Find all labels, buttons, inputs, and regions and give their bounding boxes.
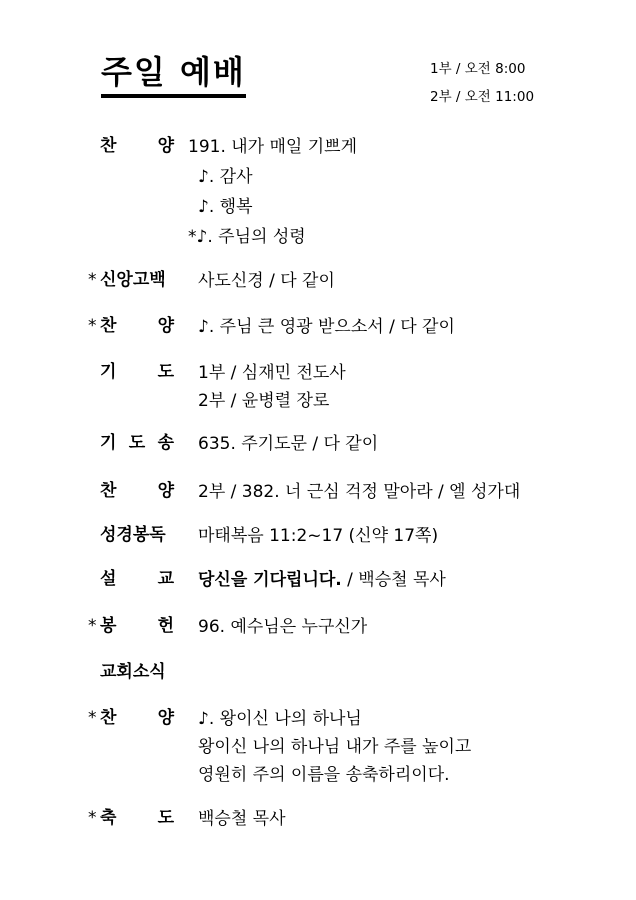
order-item-label-text: 성경봉독	[100, 525, 166, 545]
label-char: 축	[100, 808, 117, 828]
label-char: 헌	[157, 616, 174, 636]
label-char: 도	[157, 362, 174, 382]
label-char: 봉	[100, 616, 117, 636]
order-item-label-text	[100, 705, 174, 731]
order-item-content	[198, 805, 286, 833]
order-item-content	[198, 267, 335, 295]
order-item-content	[198, 613, 367, 641]
label-char: 양	[157, 316, 174, 336]
order-item-content	[198, 430, 378, 458]
label-char: 기	[100, 433, 117, 453]
order-item-label-text	[100, 805, 174, 831]
page-title: 주일 예배	[101, 52, 246, 98]
order-item-content	[198, 705, 471, 789]
content-line: ♪. 주님 큰 영광 받으소서 / 다 같이	[198, 317, 455, 337]
order-item-label-text	[100, 133, 174, 159]
content-line: 마태복음 11:2~17 (신약 17쪽)	[198, 526, 439, 546]
content-line: 영원히 주의 이름을 송축하리이다.	[198, 765, 450, 785]
order-item-label-text	[100, 430, 174, 456]
order-item-label-text: 교회소식	[100, 662, 166, 682]
label-char: 찬	[100, 316, 117, 336]
preacher: / 백승철 목사	[341, 570, 446, 590]
content-line: ♪. 행복	[198, 197, 253, 217]
order-item-content	[188, 133, 367, 251]
standing-mark: *	[88, 808, 97, 828]
content-line: ♪. 감사	[198, 167, 253, 187]
service-time-2: 2부 / 오전 11:00	[430, 89, 535, 105]
content-line: 왕이신 나의 하나님 내가 주를 높이고	[198, 737, 472, 757]
content-line: 191. 내가 매일 기쁘게	[188, 137, 358, 157]
order-item-content	[198, 313, 455, 341]
order-item-label-text	[100, 359, 174, 385]
standing-mark: *	[88, 316, 97, 336]
sermon-title: 당신을 기다립니다.	[198, 570, 342, 590]
label-char: 찬	[100, 136, 117, 156]
label-char: 교	[157, 569, 174, 589]
order-item-label-text	[100, 313, 174, 339]
service-time-1: 1부 / 오전 8:00	[430, 61, 526, 77]
label-char: 양	[157, 136, 174, 156]
content-line: 백승철 목사	[198, 809, 286, 829]
label-char: 송	[157, 433, 174, 453]
content-line: 2부 / 윤병렬 장로	[198, 391, 330, 411]
order-item-label-text	[100, 566, 174, 592]
content-line	[198, 566, 446, 594]
label-char: 설	[100, 569, 117, 589]
label-char: 도	[128, 433, 146, 453]
order-item-label-text: 신앙고백	[100, 270, 166, 290]
label-char: 양	[157, 708, 174, 728]
order-item-label-text	[100, 478, 174, 504]
content-line: 사도신경 / 다 같이	[198, 271, 335, 291]
label-char: 도	[157, 808, 174, 828]
label-char: 기	[100, 362, 117, 382]
order-item-content	[198, 522, 438, 550]
standing-mark: *	[88, 616, 97, 636]
order-item-content	[198, 566, 446, 594]
label-char: 찬	[100, 708, 117, 728]
content-line: *♪. 주님의 성령	[188, 227, 306, 247]
standing-mark: *	[88, 708, 97, 728]
content-line: 2부 / 382. 너 근심 걱정 말아라 / 엘 성가대	[198, 482, 521, 502]
content-line: 635. 주기도문 / 다 같이	[198, 434, 379, 454]
service-times	[430, 55, 534, 111]
label-char: 찬	[100, 481, 117, 501]
content-line: ♪. 왕이신 나의 하나님	[198, 709, 362, 729]
content-line: 1부 / 심재민 전도사	[198, 363, 346, 383]
content-line: 96. 예수님은 누구신가	[198, 617, 368, 637]
order-item-label-text	[100, 613, 174, 639]
order-item-content	[198, 359, 346, 415]
standing-mark: *	[88, 270, 97, 290]
order-item-content	[198, 478, 520, 506]
label-char: 양	[157, 481, 174, 501]
